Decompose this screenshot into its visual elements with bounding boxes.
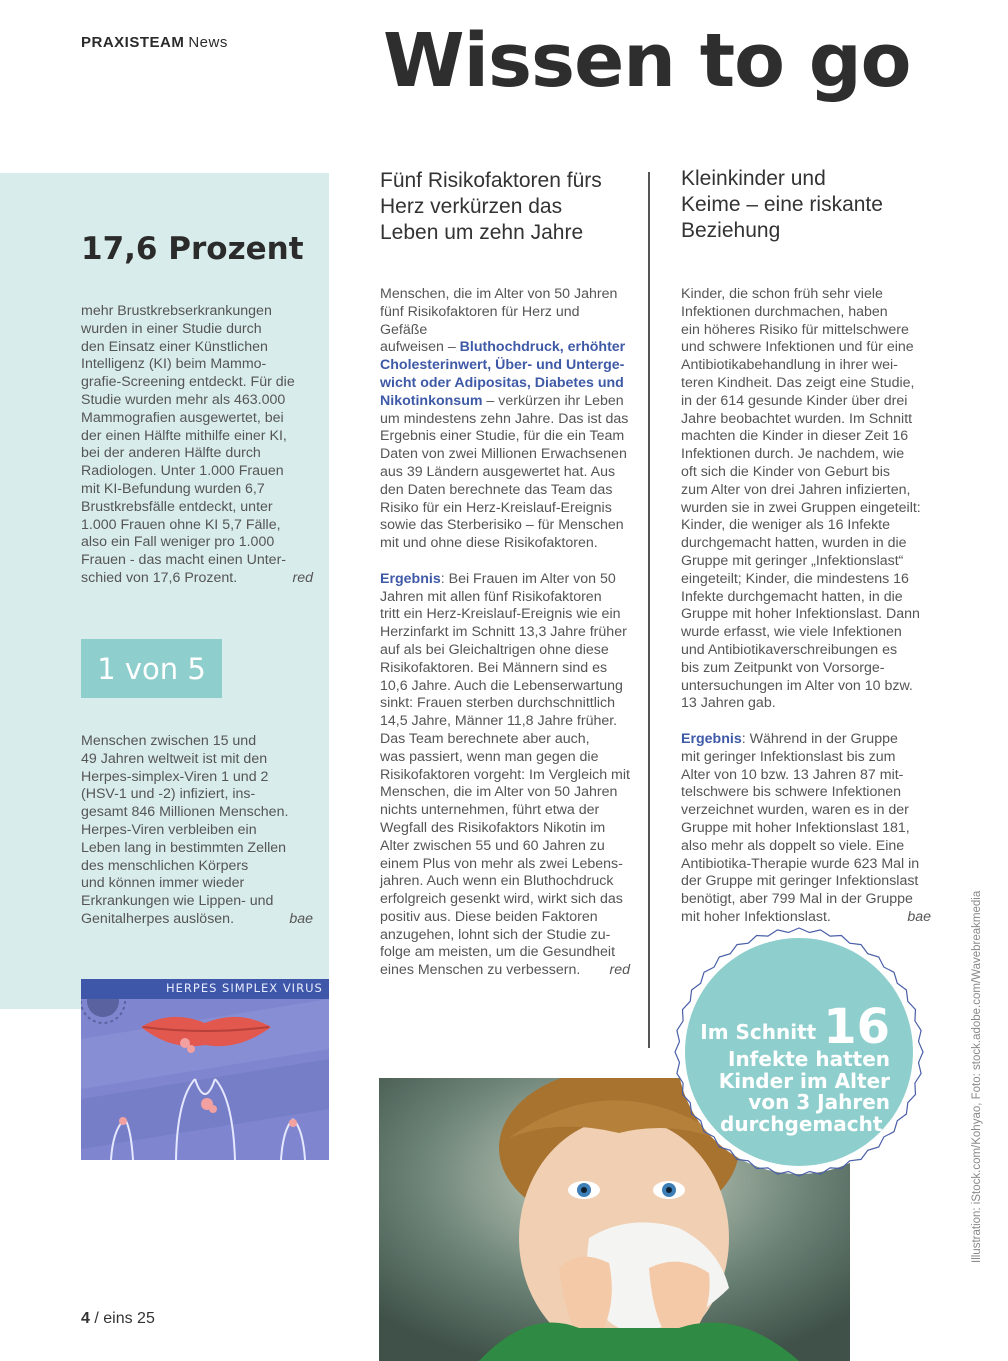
text-line: Antibiotikabehandlung in ihrer wei- — [681, 357, 898, 374]
text-line — [380, 517, 630, 535]
brand-label: PRAXISTEAM — [81, 34, 185, 51]
text-line — [380, 642, 630, 660]
text-segment: den Daten berechnete das Team das — [380, 481, 613, 498]
text-line: des menschlichen Körpers — [81, 857, 249, 874]
text-line — [380, 678, 630, 696]
text-line: Fünf Risikofaktoren fürs — [380, 169, 602, 192]
text-line — [380, 660, 630, 678]
paragraph-gap — [380, 553, 630, 571]
text-line — [380, 944, 630, 962]
text-line — [681, 767, 931, 785]
column-divider — [648, 172, 650, 1048]
text-line — [380, 411, 630, 429]
callout-line: Kinder im Alter — [718, 1068, 890, 1093]
text-line — [681, 749, 931, 767]
text-segment: mit hoher Infektionslast. — [681, 908, 831, 925]
text-segment: sowie das Sterberisiko – für Menschen — [380, 517, 624, 534]
text-line: Herpes-simplex-Viren 1 und 2 — [81, 768, 269, 785]
text-line: Infekte durchgemacht hatten, in die — [681, 588, 903, 605]
stat-body — [81, 303, 313, 588]
text-line: schied von 17,6 Prozent. red — [81, 569, 313, 586]
text-line — [380, 713, 630, 731]
text-line: Beziehung — [681, 219, 781, 242]
text-line — [380, 749, 630, 767]
text-line: Leben um zehn Jahre — [380, 221, 584, 244]
text-line: Keime – eine riskante — [681, 193, 883, 216]
text-line — [380, 820, 630, 838]
text-line — [681, 891, 931, 909]
stat2-body — [81, 733, 313, 929]
text-line — [380, 286, 630, 304]
text-segment: Das Team berechnete aber auch, — [380, 730, 590, 747]
text-line: ein höheres Risiko für mittelschwere — [681, 321, 909, 338]
stat-badge: 1 von 5 — [81, 639, 222, 698]
text-segment: nichts unternehmen, führt etwa der — [380, 802, 600, 819]
text-line — [681, 731, 931, 749]
text-line: teren Kindheit. Das zeigt eine Studie, — [681, 374, 915, 391]
text-segment: – verkürzen ihr Leben — [482, 392, 624, 409]
text-line — [380, 393, 630, 411]
text-line: untersuchungen im Alter von 10 bzw. — [681, 677, 913, 694]
text-segment: aufweisen – — [380, 339, 460, 356]
section-name: News — [188, 34, 228, 51]
text-line: zum Alter von drei Jahren infizierten, — [681, 481, 911, 498]
text-line — [380, 446, 630, 464]
text-line — [380, 375, 630, 393]
text-segment: mit geringer Infektionslast bis zum — [681, 748, 896, 765]
text-line: Infektionen durchmachen, haben — [681, 303, 888, 320]
text-segment: Risikofaktoren. Bei Männern sind es — [380, 659, 608, 676]
text-segment: Risikofaktoren vorgeht: Im Vergleich mit — [380, 766, 630, 783]
callout-line: durchgemacht. — [720, 1111, 890, 1136]
text-line: wurden in einer Studie durch — [81, 320, 262, 337]
text-segment: 10,6 Jahre. Auch die Lebenserwartung — [380, 677, 623, 694]
text-segment: : Bei Frauen im Alter von 50 — [440, 570, 616, 587]
text-line — [380, 695, 630, 713]
text-line: bei der anderen Hälfte durch — [81, 445, 261, 462]
paragraph-gap — [681, 713, 931, 731]
text-line: Studie wurden mehr als 463.000 — [81, 391, 286, 408]
text-line: gesamt 846 Millionen Menschen. — [81, 804, 289, 821]
text-line: bis zum Zeitpunkt von Vorsorge- — [681, 659, 885, 676]
text-line — [380, 357, 630, 375]
text-segment: Alter zwischen 55 und 60 Jahren zu — [380, 837, 605, 854]
text-line: 13 Jahren gab. — [681, 695, 776, 712]
article1-headline — [380, 168, 635, 246]
text-line: durchgemacht hatten, wurden in die — [681, 535, 907, 552]
text-segment: eines Menschen zu verbessern. — [380, 962, 581, 979]
text-line — [380, 482, 630, 500]
text-line: Jahre beobachtet wurden. Im Schnitt — [681, 410, 913, 427]
highlight-segment: Bluthochdruck, erhöhter — [459, 339, 626, 356]
text-line — [380, 784, 630, 802]
text-segment: Risiko für ein Herz-Kreislauf-Ereignis — [380, 499, 612, 516]
signature: red — [292, 569, 313, 586]
text-line — [380, 927, 630, 945]
herpes-illustration-graphic — [81, 979, 329, 1160]
text-line: Frauen - das macht einen Unter- — [81, 552, 287, 569]
text-line — [380, 856, 630, 874]
text-segment: jahren. Auch wenn ein Bluthochdruck — [380, 873, 614, 890]
text-line — [380, 428, 630, 446]
text-line: Herz verkürzen das — [380, 195, 563, 218]
section-label — [81, 34, 228, 51]
text-line — [380, 767, 630, 785]
text-segment: : Während in der Gruppe — [741, 730, 898, 747]
text-line: und Antibiotikaverschreibungen es — [681, 641, 898, 658]
text-segment: Ergebnis einer Studie, für die ein Team — [380, 428, 625, 445]
callout-text — [690, 999, 890, 1136]
text-line: wurde erfasst, wie viele Infektionen — [681, 624, 902, 641]
text-segment: fünf Risikofaktoren für Herz und Gefäße — [380, 303, 580, 338]
text-line: wurden sie in zwei Gruppen eingeteilt: — [681, 499, 921, 516]
text-line: und können immer wieder — [81, 875, 245, 892]
herpes-illustration — [81, 979, 329, 1160]
text-segment: folge am meisten, um die Gesundheit — [380, 944, 616, 961]
text-line: Genitalherpes auslösen. bae — [81, 910, 313, 927]
highlight-segment: Nikotinkonsum — [380, 392, 483, 409]
text-segment: der Gruppe mit geringer Infektionslast — [681, 873, 919, 890]
text-line: Kinder, die weniger als 16 Infekte — [681, 517, 891, 534]
text-segment: Jahren mit allen fünf Risikofaktoren — [380, 588, 602, 605]
text-segment: 14,5 Jahre, Männer 11,8 Jahre früher. — [380, 713, 618, 730]
text-line: 1.000 Frauen ohne KI 5,7 Fälle, — [81, 516, 281, 533]
text-line — [380, 802, 630, 820]
text-segment: Gruppe mit hoher Infektionslast 181, — [681, 819, 910, 836]
text-line — [380, 464, 630, 482]
result-label: Ergebnis — [681, 730, 742, 747]
text-line: Infektionen durch. Je nachdem, wie — [681, 446, 905, 463]
text-line: Brustkrebsfälle entdeckt, unter — [81, 498, 273, 515]
text-line — [380, 571, 630, 589]
text-segment: aus 39 Ländern ausgewertet hat. Aus — [380, 463, 616, 480]
text-line: Kinder, die schon früh sehr viele — [681, 286, 883, 302]
text-line: Intelligenz (KI) beim Mammo- — [81, 356, 267, 373]
text-segment: Antibiotika-Therapie wurde 623 Mal in — [681, 855, 920, 872]
highlight-segment: wicht oder Adipositas, Diabetes und — [380, 374, 624, 391]
article1-body — [380, 286, 630, 980]
text-line: machten die Kinder in dieser Zeit 16 — [681, 428, 909, 445]
text-line: Menschen zwischen 15 und — [81, 733, 257, 749]
text-line — [380, 873, 630, 891]
text-line: Radiologen. Unter 1.000 Frauen — [81, 463, 284, 480]
text-line — [380, 304, 630, 340]
callout-line: Infekte hatten — [728, 1047, 890, 1071]
text-line: oft sich die Kinder von Geburt bis — [681, 463, 890, 480]
text-line: (HSV-1 und -2) infiziert, ins- — [81, 786, 256, 803]
text-line: Mammografien ausgewertet, bei — [81, 409, 284, 426]
text-segment: um mindestens zehn Jahre. Das ist das — [380, 410, 629, 427]
text-line: 49 Jahren weltweit ist mit den — [81, 750, 268, 767]
text-segment: Daten von zwei Millionen Erwachsenen — [380, 446, 627, 463]
result-label: Ergebnis — [380, 570, 441, 587]
text-line: Kleinkinder und — [681, 167, 826, 190]
text-segment: Menschen, die im Alter von 50 Jahren — [380, 286, 618, 302]
text-line — [380, 891, 630, 909]
text-line — [380, 962, 630, 980]
text-line — [380, 535, 630, 553]
callout-lines — [690, 1049, 890, 1135]
signature: bae — [289, 910, 313, 927]
text-line — [380, 606, 630, 624]
text-segment: Herzinfarkt im Schnitt 13,3 Jahre früher — [380, 624, 627, 641]
page-title: Wissen to go — [383, 18, 911, 104]
text-line — [380, 624, 630, 642]
article2-headline — [681, 166, 936, 244]
text-line — [681, 873, 931, 891]
text-line: Erkrankungen wie Lippen- und — [81, 893, 274, 910]
highlight-segment: Cholesterinwert, Über- und Unterge- — [380, 357, 625, 374]
photo-credit: Illustration: iStock.com/Kohyao, Foto: stock.adobe.com/Wavebreakmedia — [971, 890, 983, 1263]
issue-label: / eins 25 — [94, 1310, 155, 1327]
text-segment: mit und ohne diese Risikofaktoren. — [380, 535, 598, 552]
stat-headline: 17,6 Prozent — [81, 231, 304, 267]
illustration-caption: HERPES SIMPLEX VIRUS — [166, 981, 323, 995]
text-line: Herpes-Viren verbleiben ein — [81, 821, 257, 838]
text-segment: anzugehen, lohnt sich der Studie zu- — [380, 926, 611, 943]
page-footer — [81, 1310, 155, 1328]
callout-lead: Im Schnitt — [700, 1020, 817, 1044]
text-segment: Menschen, die im Alter von 50 Jahren — [380, 784, 618, 801]
article2-body — [681, 286, 931, 927]
text-line — [681, 856, 931, 874]
callout-line: von 3 Jahren — [748, 1090, 890, 1114]
text-line: eingeteilt; Kinder, die mindestens 16 — [681, 570, 909, 587]
text-segment: auf als bei Gleichaltrigen ohne diese — [380, 641, 609, 658]
text-line — [681, 802, 931, 820]
text-line — [380, 500, 630, 518]
text-line — [380, 838, 630, 856]
callout-number: 16 — [823, 999, 890, 1055]
text-line — [681, 784, 931, 802]
text-line: mit KI-Befundung wurden 6,7 — [81, 480, 265, 497]
text-line: Gruppe mit geringer „Infektionslast“ — [681, 552, 904, 569]
text-segment: telschwere bis schwere Infektionen — [681, 784, 902, 801]
text-line — [380, 589, 630, 607]
text-segment: benötigt, aber 799 Mal in der Gruppe — [681, 891, 913, 908]
text-line — [681, 838, 931, 856]
text-line: Gruppe mit hoher Infektionslast. Dann — [681, 606, 920, 623]
text-segment: einem Plus von mehr als zwei Lebens- — [380, 855, 623, 872]
text-line: in der 614 gesunde Kinder über drei — [681, 392, 908, 409]
text-segment: tritt ein Herz-Kreislauf-Ereignis wie ein — [380, 606, 621, 623]
text-line: also ein Fall weniger pro 1.000 — [81, 534, 275, 551]
text-segment: Alter von 10 bzw. 13 Jahren 87 mit- — [681, 766, 904, 783]
text-line: und schwere Infektionen und für eine — [681, 339, 914, 356]
text-line — [681, 820, 931, 838]
text-segment: Wegfall des Risikofaktors Nikotin im — [380, 819, 606, 836]
text-segment: also mehr als doppelt so viele. Eine — [681, 837, 905, 854]
text-segment: sinkt: Frauen sterben durchschnittlich — [380, 695, 615, 712]
text-line: den Einsatz einer Künstlichen — [81, 338, 268, 355]
text-line — [380, 339, 630, 357]
text-line: Leben lang in bestimmten Zellen — [81, 839, 287, 856]
text-line: grafie-Screening entdeckt. Für die — [81, 374, 295, 391]
text-segment: verzeichnet wurden, waren es in der — [681, 802, 909, 819]
page-number: 4 — [81, 1310, 90, 1327]
text-segment: positiv aus. Diese beiden Faktoren — [380, 908, 598, 925]
signature: red — [609, 962, 630, 979]
signature: bae — [907, 908, 931, 925]
text-line — [380, 731, 630, 749]
text-line: mehr Brustkrebserkrankungen — [81, 303, 272, 319]
text-segment: was passiert, wenn man gegen die — [380, 748, 599, 765]
text-line — [380, 909, 630, 927]
text-line: der einen Hälfte mithilfe einer KI, — [81, 427, 287, 444]
text-segment: erfolgreich gesenkt wird, wirkt sich das — [380, 891, 623, 908]
